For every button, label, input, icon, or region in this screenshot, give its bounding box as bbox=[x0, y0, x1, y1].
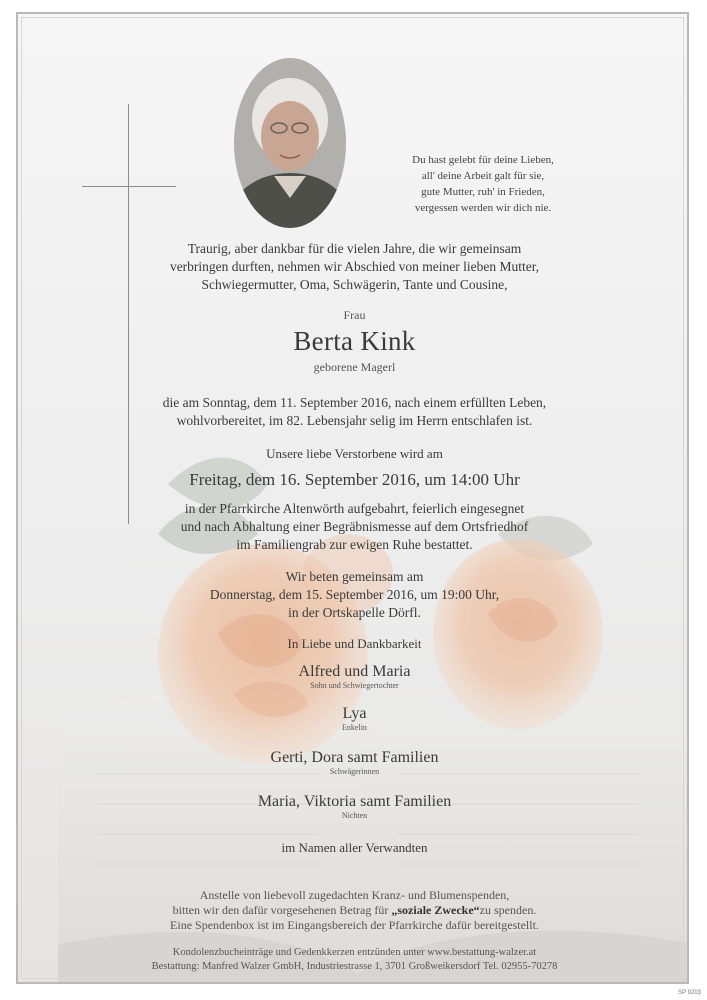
donation-request bbox=[18, 888, 689, 933]
funeral-details bbox=[18, 500, 689, 554]
memorial-poem bbox=[388, 152, 578, 216]
love-line: In Liebe und Dankbarkeit bbox=[287, 636, 422, 651]
mourner-name: Alfred und Maria bbox=[298, 663, 411, 680]
donation-text: bitten wir den dafür vorgesehenen Betrag für bbox=[172, 903, 392, 917]
funeral-details-line: und nach Abhaltung einer Begräbnismesse auf dem Ortsfriedhof bbox=[180, 519, 529, 534]
portrait-photo bbox=[234, 58, 346, 228]
death-notice-line: die am Sonntag, dem 11. September 2016, nach einem erfüllten Leben, bbox=[162, 395, 547, 410]
poem-line: vergessen werden wir dich nie. bbox=[414, 202, 552, 214]
funeral-home-footer bbox=[18, 946, 689, 974]
poem-line: Du hast gelebt für deine Lieben, bbox=[412, 154, 554, 166]
poem-line: gute Mutter, ruh' in Frieden, bbox=[421, 186, 545, 198]
mourner-relation: Enkelin bbox=[342, 723, 367, 732]
intro-line: verbringen durften, nehmen wir Abschied von meiner lieben Mutter, bbox=[169, 259, 540, 274]
prayer-notice bbox=[18, 568, 689, 622]
mourner-relation: Schwägerinnen bbox=[329, 767, 380, 776]
donation-purpose: „soziale Zwecke“ bbox=[391, 903, 480, 917]
cross-icon-horizontal bbox=[82, 186, 176, 187]
mourner-entry bbox=[18, 792, 689, 821]
prayer-line: in der Ortskapelle Dörfl. bbox=[288, 605, 421, 620]
deceased-name: Berta Kink bbox=[293, 326, 416, 356]
mourner-name: Lya bbox=[342, 705, 367, 722]
mourner-entry bbox=[18, 704, 689, 733]
prayer-line: Wir beten gemeinsam am bbox=[285, 569, 424, 584]
funeral-date: Freitag, dem 16. September 2016, um 14:00 Uhr bbox=[189, 470, 520, 489]
poem-line: all' deine Arbeit galt für sie, bbox=[421, 170, 545, 182]
mourner-name: Gerti, Dora samt Familien bbox=[270, 749, 439, 766]
donation-line bbox=[18, 903, 689, 918]
mourner-entry bbox=[18, 748, 689, 777]
donation-line: Eine Spendenbox ist im Eingangsbereich der Pfarrkirche dafür bereitgestellt. bbox=[170, 918, 539, 932]
maiden-name: geborene Magerl bbox=[313, 360, 396, 374]
funeral-details-line: im Familiengrab zur ewigen Ruhe bestattet. bbox=[236, 537, 473, 552]
prayer-line: Donnerstag, dem 15. September 2016, um 19:00 Uhr, bbox=[209, 587, 500, 602]
mourner-relation: Sohn und Schwiegertochter bbox=[310, 681, 399, 690]
obituary-card bbox=[16, 12, 689, 984]
funeral-details-line: in der Pfarrkirche Altenwörth aufgebahrt, feierlich eingesegnet bbox=[184, 501, 525, 516]
name-prefix: Frau bbox=[343, 308, 366, 322]
roses-book-illustration bbox=[18, 14, 689, 984]
intro-text bbox=[18, 240, 689, 294]
footer-line: Bestattung: Manfred Walzer GmbH, Industriestrasse 1, 3701 Großweikersdorf Tel. 02955-70278 bbox=[151, 961, 558, 972]
mourner-name: Maria, Viktoria samt Familien bbox=[257, 793, 452, 810]
donation-line: Anstelle von liebevoll zugedachten Kranz- und Blumenspenden, bbox=[199, 888, 510, 902]
mourner-entry bbox=[18, 662, 689, 691]
footer-line: Kondolenzbucheinträge und Gedenkkerzen entzünden unter www.bestattung-walzer.at bbox=[172, 947, 537, 958]
mourner-relation: Nichten bbox=[341, 811, 368, 820]
donation-text: zu spenden. bbox=[479, 903, 537, 917]
death-notice bbox=[18, 394, 689, 430]
intro-line: Traurig, aber dankbar für die vielen Jahre, die wir gemeinsam bbox=[187, 241, 522, 256]
relatives-line: im Namen aller Verwandten bbox=[281, 840, 428, 855]
template-code: SP 9203 bbox=[678, 990, 701, 996]
funeral-intro: Unsere liebe Verstorbene wird am bbox=[266, 446, 443, 461]
death-notice-line: wohlvorbereitet, im 82. Lebensjahr selig im Herrn entschlafen ist. bbox=[176, 413, 533, 428]
intro-line: Schwiegermutter, Oma, Schwägerin, Tante und Cousine, bbox=[201, 277, 508, 292]
